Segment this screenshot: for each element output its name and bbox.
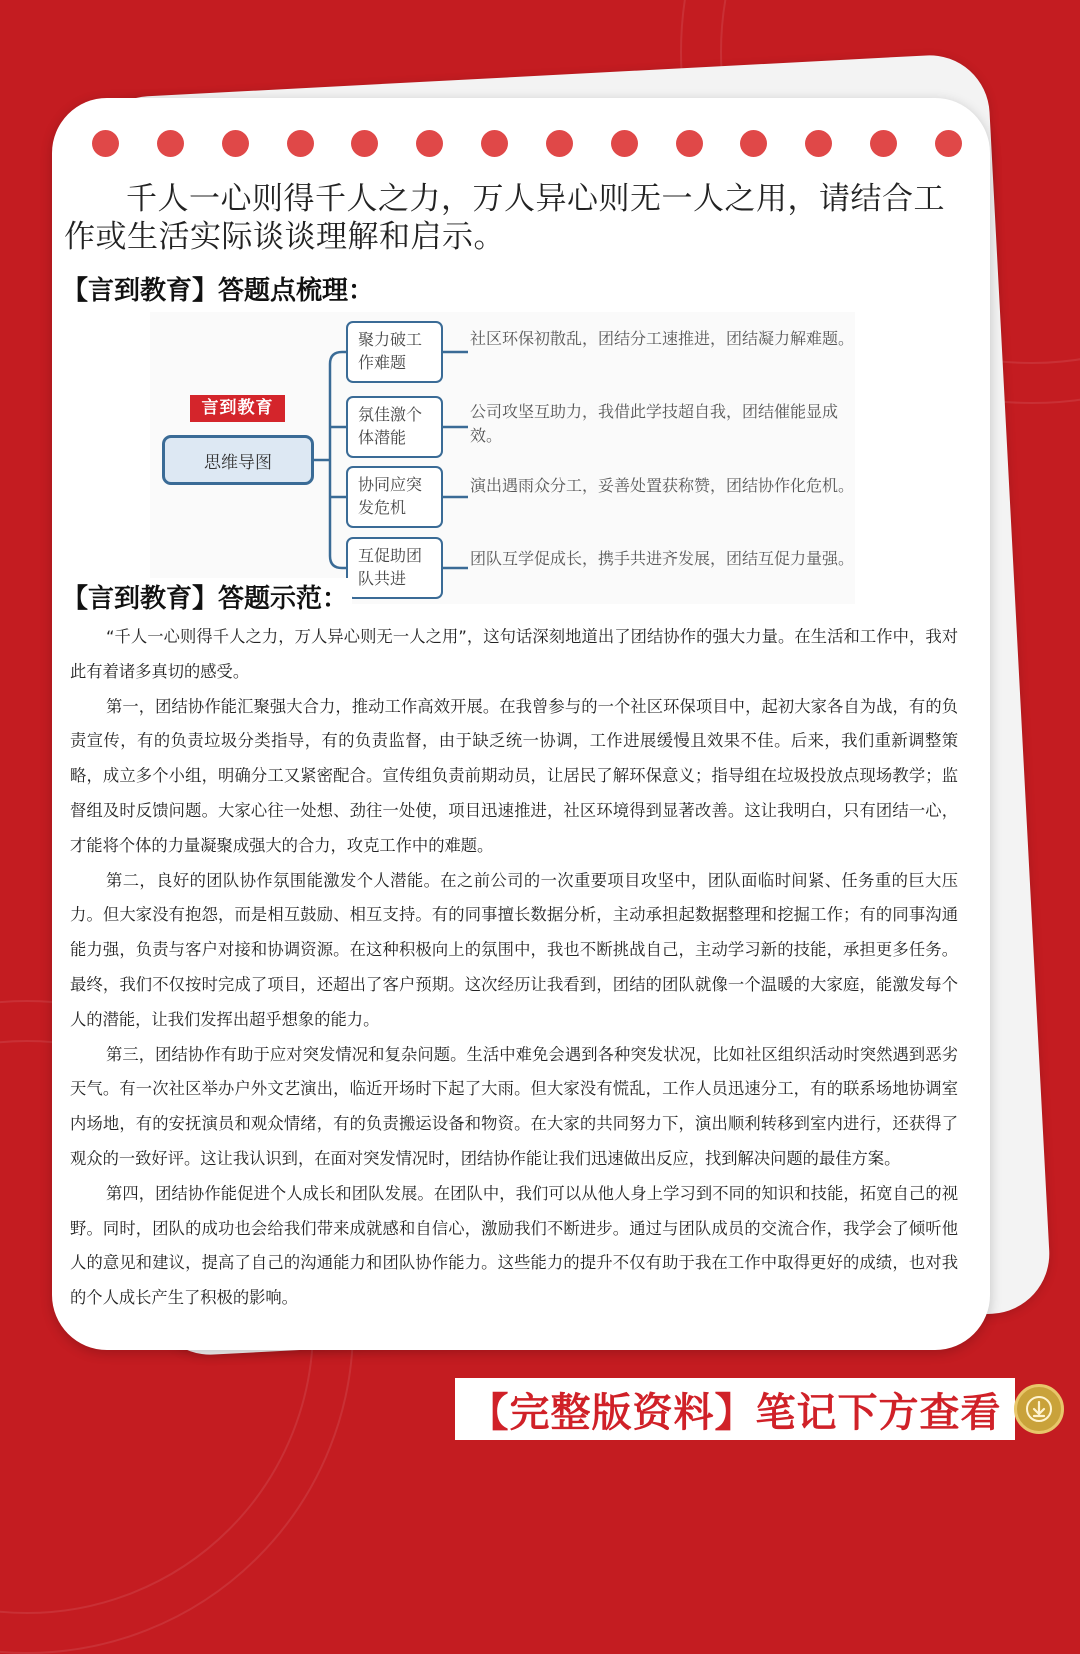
- promo-banner[interactable]: 【完整版资料】笔记下方查看: [455, 1378, 1015, 1440]
- binding-dot: [740, 130, 767, 157]
- branch-description: 演出遇雨众分工，妥善处置获称赞，团结协作化危机。: [470, 476, 855, 495]
- binding-dot: [287, 130, 314, 157]
- binding-dot: [222, 130, 249, 157]
- binding-dot: [805, 130, 832, 157]
- essay-paragraph: 第二，良好的团队协作氛围能激发个人潜能。在之前公司的一次重要项目攻坚中，团队面临时间紧、任务重的巨大压力。但大家没有抱怨，而是相互鼓励、相互支持。有的同事擅长数据分析，主动承担起数据整理和挖掘工作；有的同事沟通能力强，负责与客户对接和协调资源。在这种积极向上的氛围中，我也不断挑战自己，主动学习新的技能，承担更多任务。最终，我们不仅按时完成了项目，还超出了客户预期。这次经历让我看到，团结的团队就像一个温暖的大家庭，能激发每个人的潜能，让我们发挥出超乎想象的能力。: [70, 870, 958, 1029]
- binding-dot: [92, 130, 119, 157]
- binding-dot: [935, 130, 962, 157]
- branch-description: 团队互学促成长，携手共进齐发展，团结互促力量强。: [470, 549, 855, 568]
- branch-description: 社区环保初散乱，团结分工速推进，团结凝力解难题。: [470, 329, 855, 348]
- binding-dot: [351, 130, 378, 157]
- essay-paragraph: 第四，团结协作能促进个人成长和团队发展。在团队中，我们可以从他人身上学习到不同的知识和技能，拓宽自己的视野。同时，团队的成功也会给我们带来成就感和自信心，激励我们不断进步。通过与团队成员的交流合作，我学会了倾听他人的意见和建议，提高了自己的沟通能力和团队协作能力。这些能力的提升不仅有助于我在工作中取得更好的成绩，也对我的个人成长产生了积极的影响。: [70, 1183, 958, 1308]
- branch-node: 互促助团队共进: [346, 537, 443, 599]
- points-heading: 【言到教育】答题点梳理：: [62, 276, 375, 306]
- notebook-binding-dots: [92, 130, 962, 158]
- branch-description: 公司攻坚互助力，我借此学技超自我，团结催能显成效。: [470, 402, 839, 445]
- binding-dot: [870, 130, 897, 157]
- branch-node: 聚力破工作难题: [346, 321, 443, 383]
- branch-node: 氛佳激个体潜能: [346, 396, 443, 458]
- sample-heading: 【言到教育】答题示范：: [62, 578, 352, 615]
- mind-map-root: 思维导图: [162, 435, 314, 485]
- branch-node: 协同应突发危机: [346, 466, 443, 528]
- essay-paragraph: “千人一心则得千人之力，万人异心则无一人之用”，这句话深刻地道出了团结协作的强大力量。在生活和工作中，我对此有着诸多真切的感受。: [70, 627, 958, 681]
- mind-map: [150, 312, 855, 604]
- binding-dot: [416, 130, 443, 157]
- binding-dot: [676, 130, 703, 157]
- essay-paragraph: 第三，团结协作有助于应对突发情况和复杂问题。生活中难免会遇到各种突发状况，比如社区组织活动时突然遇到恶劣天气。有一次社区举办户外文艺演出，临近开场时下起了大雨。但大家没有慌乱，工作人员迅速分工，有的联系场地协调室内场地，有的安抚演员和观众情绪，有的负责搬运设备和物资。在大家的共同努力下，演出顺利转移到室内进行，还获得了观众的一致好评。这让我认识到，在面对突发情况时，团结协作能让我们迅速做出反应，找到解决问题的最佳方案。: [70, 1044, 958, 1168]
- binding-dot: [546, 130, 573, 157]
- sample-essay: [70, 620, 958, 1316]
- brand-logo: 言到教育: [190, 395, 285, 422]
- down-arrow-circle-icon[interactable]: [1014, 1384, 1064, 1434]
- binding-dot: [481, 130, 508, 157]
- binding-dot: [611, 130, 638, 157]
- binding-dot: [157, 130, 184, 157]
- essay-paragraph: 第一，团结协作能汇聚强大合力，推动工作高效开展。在我曾参与的一个社区环保项目中，起初大家各自为战，有的负责宣传，有的负责垃圾分类指导，有的负责监督，由于缺乏统一协调，工作进展缓慢且效果不佳。后来，我们重新调整策略，成立多个小组，明确分工又紧密配合。宣传组负责前期动员，让居民了解环保意义；指导组在垃圾投放点现场教学；监督组及时反馈问题。大家心往一处想、劲往一处使，项目迅速推进，社区环境得到显著改善。这让我明白，只有团结一心，才能将个体的力量凝聚成强大的合力，攻克工作中的难题。: [70, 696, 958, 855]
- question-text: 千人一心则得千人之力，万人异心则无一人之用，请结合工作或生活实际谈谈理解和启示。: [64, 181, 945, 255]
